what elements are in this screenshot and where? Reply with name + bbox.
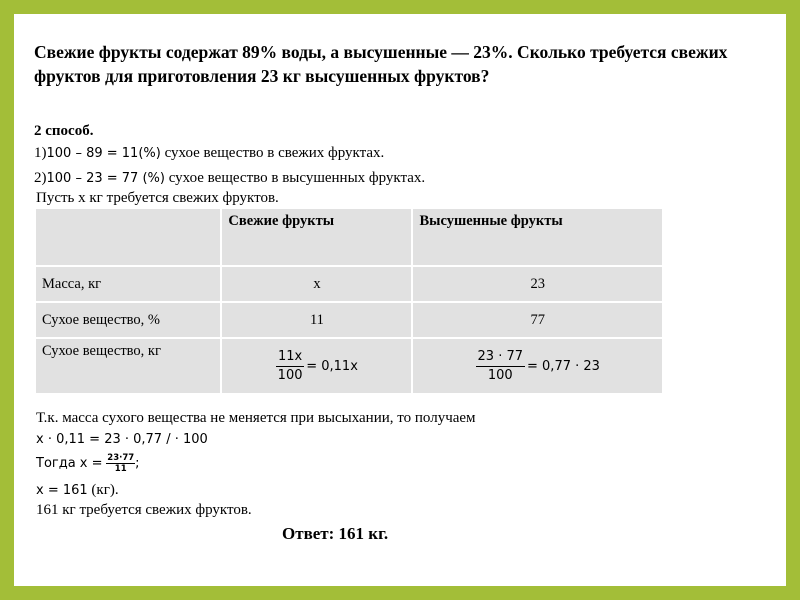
result-expression: x = 161 [36, 483, 88, 498]
method-label: 2 способ. [34, 123, 94, 139]
table-header-dried [413, 209, 662, 265]
step-2-expression: 100 – 23 = 77 (%) [46, 171, 165, 186]
row-dry-kg-fresh [222, 339, 411, 393]
then-suffix: ; [135, 456, 140, 471]
table-row [36, 267, 662, 301]
slide [14, 14, 786, 586]
then-line [36, 450, 140, 477]
fraction-denominator: 100 [277, 367, 303, 383]
table-header-empty [36, 209, 220, 265]
header-dried-label: Высушенные фрукты [419, 213, 563, 229]
then-prefix: Тогда x = [36, 456, 103, 471]
fraction-numerator: 23·77 [107, 453, 135, 464]
table-header-fresh [222, 209, 411, 265]
step-2-text: сухое вещество в высушенных фруктах. [164, 170, 426, 186]
data-table [34, 207, 664, 395]
since-statement: Т.к. масса сухого вещества не меняется при высыхании, то получаем [36, 410, 476, 426]
row-mass-dried: 23 [413, 267, 662, 301]
result-unit: (кг). [87, 482, 119, 498]
fraction [276, 349, 304, 384]
fraction-result: = 0,11x [306, 358, 358, 374]
row-mass-fresh: x [222, 267, 411, 301]
fraction [106, 453, 135, 474]
row-dry-kg-label: Сухое вещество, кг [36, 339, 220, 393]
fraction-numerator: 11x [276, 349, 304, 367]
fraction-denominator: 100 [487, 367, 513, 383]
equation: x · 0,11 = 23 · 0,77 / · 100 [36, 432, 208, 447]
result-line [36, 481, 119, 500]
fraction [476, 349, 525, 384]
step-1-number: 1) [34, 145, 47, 161]
step-1 [34, 144, 384, 163]
let-statement: Пусть x кг требуется свежих фруктов. [36, 190, 279, 206]
step-1-expression: 100 – 89 = 11(%) [46, 146, 161, 161]
row-dry-percent-dried: 77 [413, 303, 662, 337]
table-row [36, 339, 662, 393]
fraction-numerator: 23 · 77 [476, 349, 525, 367]
table-row [36, 303, 662, 337]
table-header-row [36, 209, 662, 265]
row-mass-label: Масса, кг [36, 267, 220, 301]
row-dry-percent-label: Сухое вещество, % [36, 303, 220, 337]
conclusion: 161 кг требуется свежих фруктов. [36, 502, 252, 518]
problem-title: Свежие фрукты содержат 89% воды, а высушенные — 23%. Сколько требуется свежих фруктов для приготовления 23 кг высушенных фруктов? [34, 42, 728, 86]
header-fresh-label: Свежие фрукты [228, 213, 335, 229]
row-dry-kg-dried [413, 339, 662, 393]
row-dry-percent-fresh: 11 [222, 303, 411, 337]
step-2 [34, 169, 425, 188]
fraction-denominator: 11 [114, 464, 127, 475]
fraction-result: = 0,77 · 23 [527, 358, 600, 374]
answer: Ответ: 161 кг. [282, 524, 389, 543]
step-1-text: сухое вещество в свежих фруктах. [160, 145, 385, 161]
step-2-number: 2) [34, 170, 47, 186]
